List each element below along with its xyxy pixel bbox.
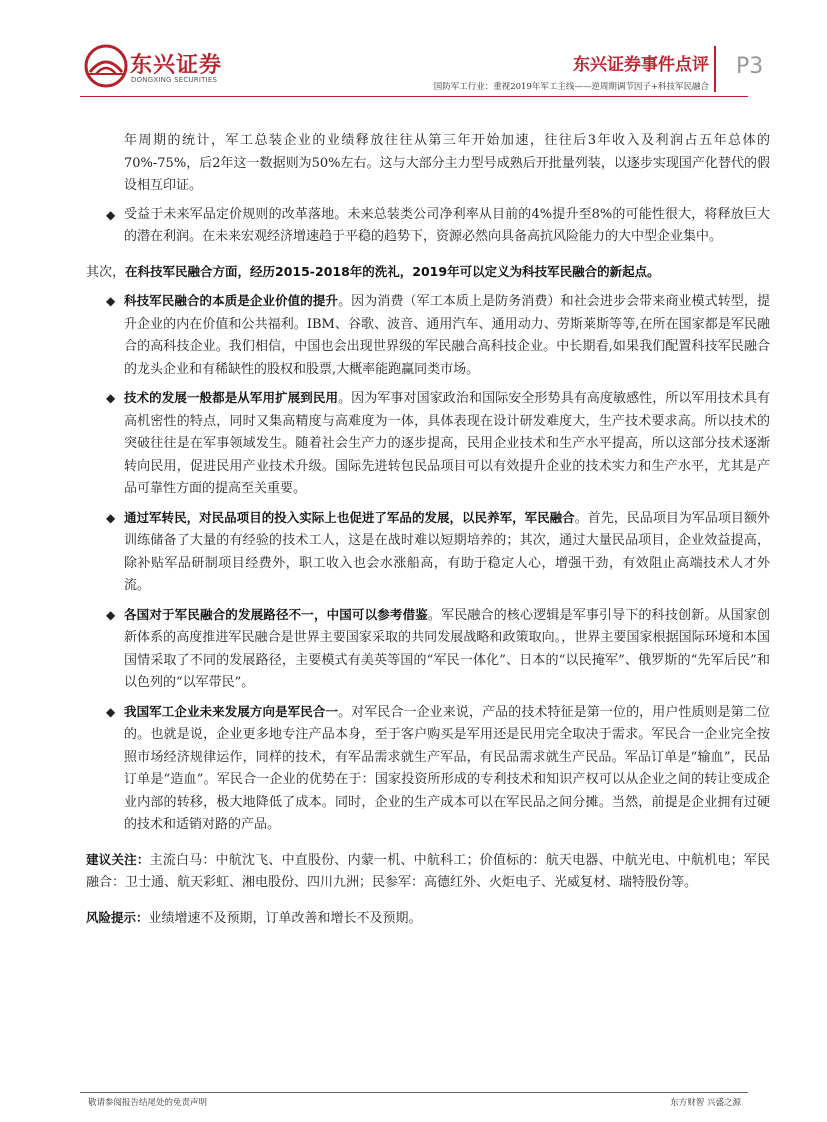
- bullet-enterprise-value: [86, 290, 770, 381]
- paragraph-text: 。军民融合的核心逻辑是军事引导下的科技创新。从国家创新体系的高度推进军民融合是世界主要国家采取的共同发展战略和政策取向。，世界主要国家根据国际环境和本国国情采取了不同的发展路径，主要模式有美英等国的“军民一体化”、日本的“以民掩军”、俄罗斯的“先军后民”和以色列的“以军带民”。: [124, 607, 770, 690]
- diamond-bullet-icon: ◆: [106, 510, 116, 525]
- paragraph-recommendations: [86, 849, 770, 895]
- bullet-bold-lead: 科技军民融合的本质是企业价值的提升: [124, 293, 339, 308]
- report-type-title: 东兴证券事件点评: [573, 55, 709, 75]
- bullet-bold-lead: 通过军转民，对民品项目的投入实际上也促进了军品的发展，以民养军，军民融合: [124, 509, 575, 525]
- footer-rule: [80, 1092, 748, 1093]
- logo-mark-icon: [84, 44, 128, 88]
- paragraph-bold-lead: 在科技军民融合方面，经历2015-2018年的洗礼，2019年可以定义为科技军民融合的新起点。: [125, 263, 660, 279]
- paragraph-prefix: 其次，: [86, 264, 126, 280]
- paragraph-text: 。对军民合一企业来说，产品的技术特征是第一位的，用户性质则是第二位的。也就是说，企业更多地专注产品本身，至于客户购买是军用还是民用完全取决于需求。军民合一企业完全按照市场经济规律运作，同样的技术，有军品需求就生产军品，有民品需求就生产民品。军品订单是“输血”，民品订单是“造血”。军民合一企业的优势在于：国家投资所形成的专利技术和知识产权可以从企业之间的转让变成企业内部的转移，极大地降低了成本。同时，企业的生产成本可以在军民品之间分摊。当然，前提是企业拥有过硬的技术和适销对路的产品。: [124, 704, 770, 832]
- logo-text-en: DONGXING SECURITIES: [131, 76, 218, 84]
- paragraph-text: 。因为军事对国家政治和国际安全形势具有高度敏感性，所以军用技术具有高机密性的特点，同时又集高精度与高难度为一体，具体表现在设计研发难度大，生产技术要求高。所以技术的突破往往是在军事领域发生。随着社会生产力的逐步提高，民用企业技术和生产水平提高，所以这部分技术逐渐转向民用，促进民用产业技术升级。国际先进转包民品项目可以有效提升企业的技术实力和生产水平，尤其是产品可靠性方面的提高至关重要。: [124, 391, 770, 496]
- page-number: P3: [736, 54, 764, 79]
- paragraph-risk: [86, 907, 770, 931]
- report-body: [86, 130, 770, 930]
- bullet-pricing-reform: [86, 204, 770, 249]
- footer-disclaimer: 敬请参阅报告结尾处的免责声明: [88, 1098, 208, 1108]
- paragraph-text: 业绩增速不及预期，订单改善和增长不及预期。: [148, 910, 422, 926]
- bullet-bold-lead: 技术的发展一般都是从军用扩展到民用: [124, 390, 339, 405]
- page-header: [0, 0, 827, 100]
- logo-text-cn: 东兴证券: [130, 53, 223, 78]
- paragraph-secondly: [86, 261, 770, 285]
- bullet-bold-lead: 我国军工企业未来发展方向是军民合一: [124, 703, 339, 719]
- dongxing-logo: [84, 44, 224, 88]
- bullet-military-to-civil: [86, 387, 770, 501]
- bullet-civil-supports-military: [86, 507, 770, 598]
- paragraph-text: 主流白马：中航沈飞、中直股份、内蒙一机、中航科工；价值标的：航天电器、中航光电、中航机电；军民融合：卫士通、航天彩虹、湘电股份、四川九洲；民参军：高德红外、火炬电子、光威复材、瑞特股份等。: [86, 852, 770, 890]
- header-rule: [80, 96, 748, 97]
- diamond-bullet-icon: ◆: [106, 294, 116, 308]
- paragraph-text: 年周期的统计，军工总装企业的业绩释放往往从第三年开始加速，往往后3年收入及利润占五年总体的70%-75%，后2年这一数据则为50%左右。这与大部分主力型号成熟后开批量列装，以逐步实现国产化替代的假设相互印证。: [124, 133, 770, 193]
- paragraph-text: 受益于未来军品定价规则的改革落地。未来总装类公司净利率从目前的4%提升至8%的可能性很大，将释放巨大的潜在利润。在未来宏观经济增速趋于平稳的趋势下，资源必然向具备高抗风险能力的大中型企业集中。: [124, 206, 770, 244]
- diamond-bullet-icon: ◆: [106, 704, 116, 719]
- diamond-bullet-icon: ◆: [106, 607, 116, 622]
- paragraph-text: 。首先，民品项目为军品项目额外训练储备了大量的有经验的技术工人，这是在战时难以短期培养的；其次，通过大量民品项目，企业效益提高，除补贴军品研制项目经费外，职工收入也会水涨船高，有助于稳定人心，增强干劲，有效阻止高端技术人才外流。: [124, 510, 770, 593]
- paragraph-bold-lead: 建议关注：: [86, 851, 150, 867]
- bullet-integration-direction: [86, 701, 770, 837]
- report-subtitle: 国防军工行业：重视2019年军工主线——逆周期调节因子+科技军民融合: [433, 82, 709, 92]
- diamond-bullet-icon: ◆: [106, 207, 116, 222]
- footer-slogan: 东方财智 兴盛之源: [670, 1098, 741, 1108]
- header-divider: [714, 46, 716, 92]
- diamond-bullet-icon: ◆: [106, 391, 116, 405]
- paragraph-text: 。因为消费（军工本质上是防务消费）和社会进步会带来商业模式转型，提升企业的内在价值和公共福利。IBM、谷歌、波音、通用汽车、通用动力、劳斯莱斯等等,在所在国家都是军民融合的高科技企业。我们相信，中国也会出现世界级的军民融合高科技企业。中长期看,如果我们配置科技军民融合的龙头企业和有稀缺性的股权和股票,大概率能跑赢同类市场。: [124, 294, 770, 377]
- paragraph-continuation: [86, 130, 770, 198]
- bullet-international-paths: [86, 604, 770, 695]
- paragraph-bold-lead: 风险提示：: [86, 909, 149, 925]
- bullet-bold-lead: 各国对于军民融合的发展路径不一，中国可以参考借鉴: [124, 606, 428, 622]
